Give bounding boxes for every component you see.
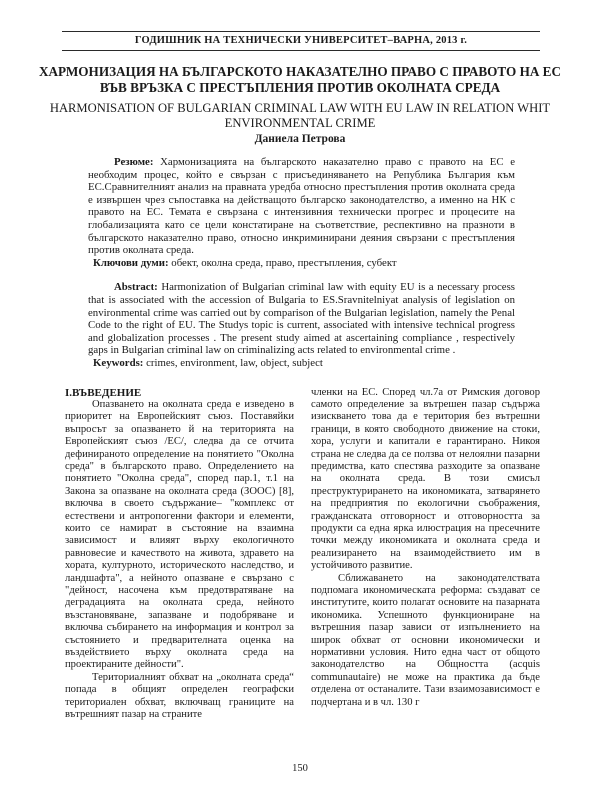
keywords-bulgarian (88, 257, 515, 270)
section-heading-introduction: I.ВЪВЕДЕНИЕ (65, 386, 142, 399)
left-column-paragraph-2: Териториалният обхват на „околната среда“ попада в общият определен географски териториален обхват, включващ границите на вътрешният пазар на страните (65, 671, 294, 721)
right-column-paragraph-1: членки на ЕС. Според чл.7а от Римския договор самото определение за вътрешен пазар съдържа изискването това да е територия без вътрешни граници, в която свободното движение на стоки, хора, услуги и капитали е гарантирано. Никоя страна не следва да се ползва от нелоялни пазарни предимства, като спестява разходите за опазване на околната среда. В този смисъл преструктурирането на икономиката, затварянето на предприятия по екологични съображения, гражданската отговорност и отговорността за продукти са една ярка илюстрация на пресечните точки между икономиката и околната среда и реализирането на взаимодействието им в устойчивото развитие. (311, 386, 540, 572)
author-name: Даниела Петрова (254, 133, 346, 145)
abstract-english-label: Abstract: (114, 281, 158, 294)
left-column-paragraph-1: Опазването на околната среда е изведено в приоритет на Европейският съюз. Поставяйки въпросът за опазването й на територията на Европейският съюз /ЕС/, следва да се отчита дефинираното определение на понятието "Околна среда" в българското право. Определението на понятието "Околна среда", според пар.1, т.1 на Закона за опазване на околната среда (ЗООС) [8], включва в своето съдържание– "комплекс от естествени и антропогенни фактори и елементи, които се намират в състояние на взаимна зависимост и влияят върху екологичното равновесие и качеството на живота, здравето на хората, културното, историческото наследство, и ландшафта", а нейното опазване е свързано с "дейност, насочена към предотвратяване на деградацията на околната среда, нейното възстановяване, запазване и подобряване и включва събирането на информация и контрол за състоянието и предварителната оценка на въздействието върху околната среда на проектираните дейности". (65, 398, 294, 671)
abstract-bulgarian-label: Резюме: (114, 156, 154, 168)
abstract-english (88, 281, 515, 357)
right-column (311, 387, 540, 722)
two-column-body (65, 387, 540, 722)
abstract-bulgarian-text: Хармонизацията на българското наказателно право с правото на ЕС е необходим процес, който е свързан с присъединяването на Република България към ЕС.Сравнителният анализ на правната уредба относно престъпления против околната среда е извършен чрез съпоставка на действащото българско законодателство, а именно на НК с правото на ЕС. Темата е свързана с интензивния технически прогрес и процесите на глобализацията като се цели констатиране на съответствие, респективно на празноти в българското наказателно право, относно инкриминирани деяния свързани с престъпления против околната среда. (88, 156, 516, 257)
abstract-zone (88, 156, 515, 370)
right-column-paragraph-2: Сближаването на законодателствата подпомага икономическата реформа: създават се институтите, които полагат основите на пазарната икономика. Успешното функциониране на вътрешния пазар зависи от изпълнението на широк обхват от основни икономически и нормативни условия. Нито една част от общото законодателство на Общността (acquis communautaire) не може на практика да бъде отделена от останалите. Тази взаимозависимост е подчертана и в чл. 130 г (311, 572, 540, 708)
keywords-bulgarian-label: Ключови думи: (93, 256, 169, 269)
abstract-english-text: Harmonization of Bulgarian criminal law with equity EU is a necessary process that is associated with the accession of Bulgaria to ES.Sravnitelniyat analysis of legislation on environmental crime was carried out by comparison of the Bulgarian legislation, namely the Penal Code to the right of EU. The Studys topic is current, associated with intensive technical progress and globalization processes . The present study aimed at ascertaining compliance , respectively gaps in Bulgarian criminal law on criminalizing acts related to environmental crime . (88, 281, 516, 357)
keywords-english (88, 357, 515, 370)
journal-running-head: ГОДИШНИК НА ТЕХНИЧЕСКИ УНИВЕРСИТЕТ–ВАРНА, 2013 г. (62, 31, 540, 51)
article-title-english: HARMONISATION OF BULGARIAN CRIMINAL LAW WITH EU LAW IN RELATION WHIT ENVIRONMENTAL CRIME (49, 101, 551, 130)
article-title-bulgarian: ХАРМОНИЗАЦИЯ НА БЪЛГАРСКОТО НАКАЗАТЕЛНО ПРАВО С ПРАВОТО НА ЕС ВЪВ ВРЪЗКА С ПРЕСТЪПЛЕНИЯ ПРОТИВ ОКОЛНАТА СРЕДА (39, 64, 561, 95)
keywords-bulgarian-text: обект, околна среда, право, престъпления, субект (171, 256, 397, 269)
keywords-english-label: Keywords: (93, 356, 144, 369)
left-column (65, 387, 294, 722)
page-number: 150 (292, 763, 308, 774)
abstract-bulgarian (88, 156, 515, 257)
keywords-english-text: crimes, environment, law, object, subject (146, 356, 323, 369)
spacer (88, 269, 515, 281)
